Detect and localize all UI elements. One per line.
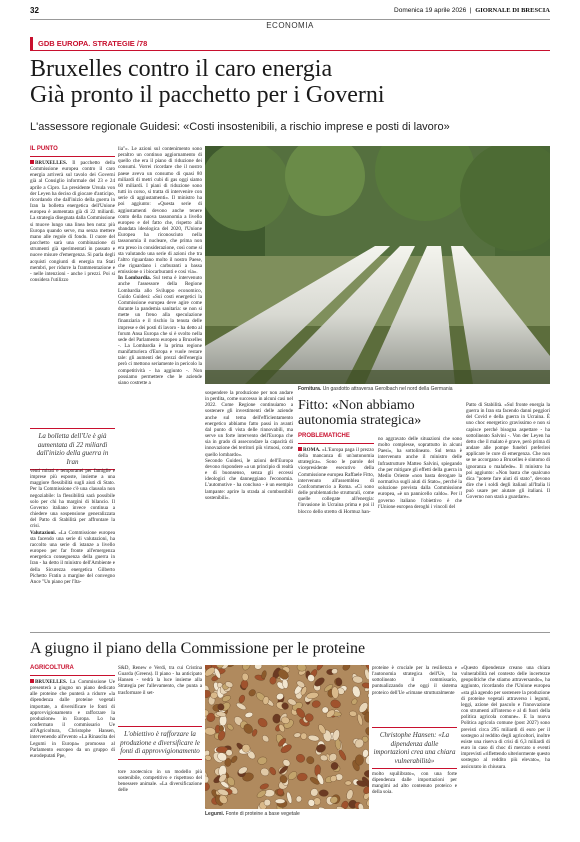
page-number: 32 (30, 6, 39, 15)
body-text: «L'Europa paga il prezzo della mancanza di un'autonomia strategica». Sono le parole del vicepresidente esecutivo della Commissione europea Raffaele Fitto, intervenuto all'assemblea di Confcommercio a Roma. «Ci sono delle problematiche strutturali, come quelle collegate all'energia: l'invasione in Ucraina prima e poi il blocco dello stretto di Hormuz han- (298, 447, 375, 515)
body-text: Sul tema è intervenuto anche l'assessore della Regione Lombardia allo Sviluppo economico, Guido Guidesi: «Sui costi energetici la Commissione europea deve agire come durante la pandemia sanitaria: se non si mette un freno alla speculazione finanziaria e il rischio la tenuta delle imprese e dei posti di lavoro - ha detto al forum Ansa Europa che si è svolto nella sede del Parlamento europeo a Bruxelles -. La Lombardia è la prima regione manifatturiera d'Europa e vuole restare tale: gli aumenti dei prezzi dell'energia però ci mettono seriamente in pericolo la competitività - ha aggiunto -. Non possiamo permettere che le aziende siano costrette a (118, 275, 202, 386)
body-text: Secondo Guidesi, le azioni dell'Europa devono rispondere «a un principio di realtà e di buonsenso, senza gli eccessi ideologici che danneggiano l'economia. L'automotive - ha concluso - è un esempio lampante: aprire la strada ai combustibili sostenibili». (205, 457, 293, 501)
kicker-agricoltura: AGRICOLTURA (30, 665, 74, 671)
bean-shape (275, 799, 285, 804)
pipeline-image (205, 146, 550, 384)
photo-caption (298, 386, 550, 392)
headline-line-2: Già pronto il pacchetto per i Governi (30, 82, 385, 108)
body-text: lia"». Le azioni sul contenimento sono peraltro un continuo aggiornamento di quello che era il piano di riduzione dei consumi. Vorrei ricordare che il nostro paese aveva un consumo di quasi 80 miliardi di metri cubi di gas oggi siamo 60 miliardi. I piani di riduzione sono tutti in corso, si tratta di intervenire con serie di aggiustamenti». Il ministro ha poi aggiunto: «Questa serie di aggiustamenti devono anche tenere conto della nuova tassonomia a livello europeo e del fatto che, rispetto alla sbandata ideologica del 2020, l'Unione Europea ha riconosciuto nella tassonomia il nucleare, che prima non era preso in considerazione, così come si sta valutando una serie di azioni che tra l'altro riguardano molto il nostro Paese, che riguardano i carburanti a bassa emissione o i biocarburanti e così via». (118, 146, 202, 276)
kicker-rule (298, 443, 374, 444)
kicker-rule (30, 156, 115, 157)
caption-lead: Fornitura. (298, 386, 322, 392)
article-column-7 (30, 679, 115, 759)
kicker-rule (30, 675, 115, 676)
photo-caption (205, 811, 369, 817)
dateline: ROMA. (303, 447, 321, 453)
dateline: BRUXELLES. (35, 679, 68, 685)
article-column-5: no aggravato delle situazioni che sono molto complesse, soprattutto in alcuni Paesi», ha sottolineato. Sul tema è intervenuto anche il ministro delle Infrastrutture Matteo Salvini, spiegando che per mitigare gli effetti della guerra in Medio Oriente «non basta derogare la normativa sugli aiuti di Stato», perché la soluzione prevista dalla Commissione europea, «è un pannicello caldo». Per il governo italiano l'obiettivo è che l'Unione europea deroghi i vincoli del (378, 436, 462, 510)
article-column-2 (118, 146, 202, 386)
page-header (30, 6, 550, 18)
date: Domenica 19 aprile 2026 (394, 7, 467, 14)
caption-text: Un gasdotto attraversa Gerolbach nel nord della Germania (322, 386, 453, 392)
bean-shape (345, 781, 352, 786)
article-column-9: proteine è cruciale per la resilienza e l'autonomia strategica dell'Ue, ha sottolineato il commissario, puntualizzando che oggi il sistema proteico dell'Ue «rimane strutturalmente (372, 665, 457, 696)
section-label: ECONOMIA (266, 21, 314, 30)
tag-marker (30, 37, 33, 51)
dateline: BRUXELLES. (35, 160, 68, 166)
second-headline: Fitto: «Non abbiamo autonomia strategica» (298, 398, 422, 428)
main-subheadline: L'assessore regionale Guidesi: «Costi insostenibili, a rischio imprese e posti di lavoro» (30, 121, 450, 133)
paragraph-lead: Valutazioni. (30, 529, 56, 536)
bean-shape (301, 733, 308, 740)
pull-quote: La bolletta dell'Ue è già aumentata di 22 miliardi dall'inizio della guerra in Iran (30, 428, 115, 470)
paper-name: GIORNALE DI BRESCIA (475, 7, 550, 14)
legumes-image (205, 665, 369, 809)
article-column-9-continued: molto squilibrato», con una forte dipendenza dalle importazioni per mangimi ad alto contenuto proteico e della soia. (372, 771, 457, 796)
kicker-il-punto: IL PUNTO (30, 146, 58, 152)
header-rule (30, 19, 550, 20)
bean-shape (319, 790, 329, 797)
dateline-marker (298, 447, 302, 451)
section-divider (30, 632, 550, 633)
main-headline (30, 56, 550, 108)
article-column-10: «Questo dipendenze creano una chiara vulnerabilità nel contesto delle incertezze geopolitiche che stiamo attraversando», ha aggiunto, ricordando che l'Unione europea «sta già agendo per sostenere la produzione di proteine vegetali attraverso i legumi, leggi, azione del pascolo e l'innovazione con strumenti all'interno e al di fuori della politica agricola comune». E la nuova Politica agricola comune (post 2027) sono previsti circa 295 miliardi di euro per il sostegno al reddito degli agricoltori, inoltre esiste una riserva di crisi di 6,3 miliardi di euro in caso di choc di mercato o eventi imprevisti «riflettendo ulteriormente questo sostegno al reddito più elevato», ha assicurato in chiusura. (461, 665, 550, 770)
article-column-8-continued: tore zootecnico in un modello più sostenibile, competitivo e rispettoso del benessere animale. «La diversificazione delle (118, 769, 202, 794)
body-text: sospendere la produzione per non andare in perdita, come successo in alcuni casi nel 2022. Come Regione continuiamo a sostenere gli investimenti delle aziende anche sul tema dell'efficientamento energetico abbiamo fatto passi in avanti dal punto di vista delle rinnovabili, ma serve un forte intervento dell'Europa che sia in grado di assecondare la capacità di innovazione dei territori più virtuosi, come quello lombardo». (205, 390, 293, 458)
dateline-marker (30, 160, 34, 164)
body-text: venti mirati e temporanei per famiglie e imprese più esposte, insieme a una maggiore flessibilità sugli aiuti di Stato. Per la Commissione c'è una clausola non negoziabile: la flessibilità sarà possibile solo per chi ha margini di bilancio. Il Governo italiano invece continua a chiedere una sospensione generalizzata del Patto di Stabilità per affrontare la crisi. (30, 468, 115, 530)
legumes-photo (205, 665, 369, 809)
caption-text: Fonte di proteine a base vegetale (225, 811, 300, 817)
pull-quote: L'obiettivo è rafforzare la produzione e diversificare le fonti di approvvigionamento (118, 726, 202, 760)
caption-lead: Legumi. (205, 811, 225, 817)
pull-quote: Christophe Hansen: «La dipendenza dalle importazioni crea una chiara vulnerabilità» (372, 727, 457, 769)
article-column-3 (205, 390, 293, 501)
body-text: La Commissione Ue presenterà a giugno un piano dedicato alle proteine che punterà a ridurre «la dipendenza dalle proteine vegetali importate, a diversificare le fonti di approvvigionamento e rafforzare la produzione» in Europa. Lo ha confermato il commissario Ue all'Agricoltura, Christophe Hansen, intervenendo all'evento «La Rinascita dei Legumi in Europa» promosso al Parlamento europeo da un gruppo di eurodeputati Ppe, (30, 679, 115, 759)
kicker-problematiche: PROBLEMATICHE (298, 433, 350, 439)
issue-date-line: Domenica 19 aprile 2026 | GIORNALE DI BRESCIA (394, 7, 550, 14)
paragraph-lead: In Lombardia. (118, 275, 151, 282)
dateline-marker (30, 679, 34, 683)
headline-line-1: Bruxelles contro il caro energia (30, 56, 333, 82)
body-text: «La Commissione europea sta facendo una serie di valutazioni, ha raccolto una serie di istanze a livello europeo per far fronte all'emergenza energetica conseguenza della guerra in Iran - ha detto il ministro dell'Ambiente e della Sicurezza energetica Gilberto Pichetto Fratin a margine del convegno Ance "Un piano per l'Ita- (30, 529, 115, 585)
body-text: Il pacchetto della Commissione europea contro il caro energia arriverà sul tavolo dei Governi già al Consiglio informale del 23 e 24 aprile a Cipro. La presidente Ursula von der Leyen ha deciso di giocare d'anticipo, ricordando che dall'inizio della guerra in Iran la bolletta energetica dell'Unione europea è aumentata già di 22 miliardi. La strategia disegnata dalla Commissione si muove lungo una linea ben nota: più Europa quando serve, ma senza mettere mano alle regole di fondo. Il cuore del pacchetto sarà una combinazione di strumenti già sperimentati in passato e nuove misure d'emergenza. Si parla degli acquisti congiunti di energia tra Stati membri, per ridurre la frammentazione e - nelle intenzioni - anche i prezzi. Poi si considera l'utilizzo (30, 160, 115, 283)
bean-shape (241, 680, 248, 689)
article-column-4 (298, 447, 374, 515)
bean-shape (355, 755, 364, 766)
article-column-1-continued (30, 468, 115, 585)
article-column-6: Patto di Stabilità. «Sul fronte energia la guerra in Iran sta facendo danni peggiori del Covid e della guerra in Ucraina. È uno choc energetico gravissimo e non si capisce perché bisogna aspettare - ha sottolineato Salvini -. Von der Leyen ha detto che il malato è grave, però prima di andare alle pompe funebri preferirei applicare le cure di emergenza. Che non se ne accorgano a Bruxelles è sintomo di ignoranza o malafede». Il ministro ha poi aggiunto: «Non basta che qualcuno dica "potete fare aiuti di stato", devono dire che i soldi degli italiani all'Italia li può usare per aiutare gli italiani. Il Governo non starà a guardare». (466, 402, 550, 501)
third-headline: A giugno il piano della Commissione per le proteine (30, 640, 366, 657)
pipeline-photo (205, 146, 550, 384)
article-column-8: S&D, Renew e Verdi, tra cui Cristina Guarda (Greens). Il piano - ha anticipato Hansen - vedrà la luce insieme alla Strategia per l'allevamento, che punta a trasformare il set- (118, 665, 202, 696)
bean-shape (210, 692, 217, 699)
series-tag: GDB EUROPA. STRATEGIE /78 (38, 39, 148, 48)
article-column-1 (30, 160, 115, 283)
